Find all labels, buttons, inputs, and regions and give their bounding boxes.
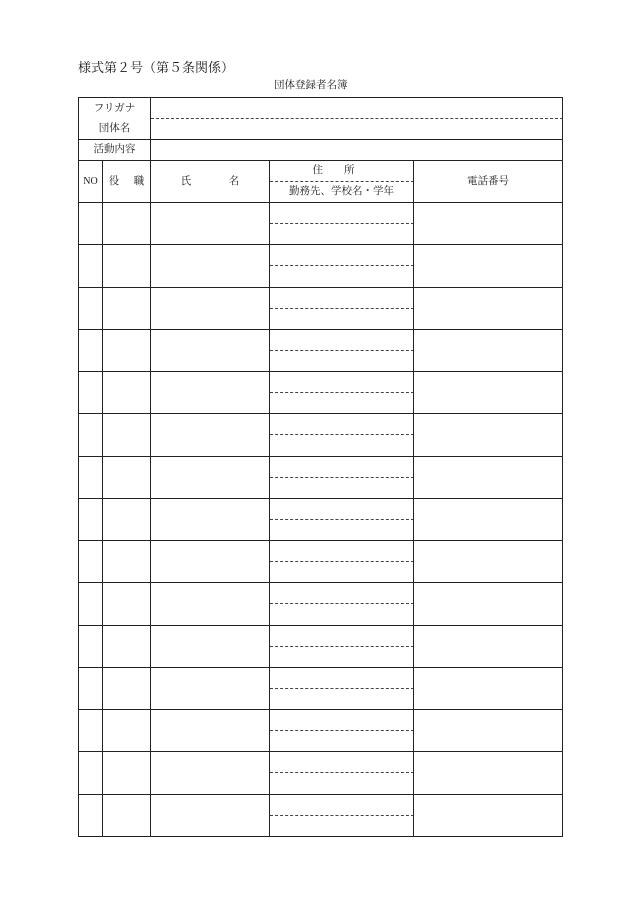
row-phone-cell <box>414 541 563 583</box>
column-header-role: 役 職 <box>103 161 151 203</box>
row-role-cell <box>103 203 151 245</box>
row-address-cell <box>270 795 414 816</box>
row-role-cell <box>103 626 151 668</box>
row-phone-cell <box>414 795 563 837</box>
row-role-cell <box>103 457 151 499</box>
row-workplace-cell <box>270 478 414 499</box>
row-name-cell <box>151 203 270 245</box>
row-name-cell <box>151 668 270 710</box>
row-workplace-cell <box>270 266 414 287</box>
group-name-field <box>151 119 563 140</box>
row-name-cell <box>151 330 270 372</box>
row-address-cell <box>270 583 414 604</box>
row-no-cell <box>79 626 103 668</box>
row-workplace-cell <box>270 604 414 625</box>
column-header-workplace: 勤務先、学校名・学年 <box>270 182 414 203</box>
row-role-cell <box>103 541 151 583</box>
row-no-cell <box>79 372 103 414</box>
activity-field <box>151 140 563 161</box>
row-phone-cell <box>414 414 563 456</box>
column-header-no: NO <box>79 161 103 203</box>
row-role-cell <box>103 583 151 625</box>
row-no-cell <box>79 330 103 372</box>
row-no-cell <box>79 203 103 245</box>
furigana-field <box>151 98 563 119</box>
row-phone-cell <box>414 245 563 287</box>
row-phone-cell <box>414 203 563 245</box>
row-workplace-cell <box>270 731 414 752</box>
row-no-cell <box>79 795 103 837</box>
row-workplace-cell <box>270 520 414 541</box>
row-workplace-cell <box>270 309 414 330</box>
row-name-cell <box>151 541 270 583</box>
row-role-cell <box>103 710 151 752</box>
row-workplace-cell <box>270 816 414 837</box>
row-address-cell <box>270 245 414 266</box>
row-role-cell <box>103 752 151 794</box>
row-phone-cell <box>414 710 563 752</box>
row-role-cell <box>103 499 151 541</box>
row-no-cell <box>79 288 103 330</box>
row-phone-cell <box>414 330 563 372</box>
row-address-cell <box>270 372 414 393</box>
row-workplace-cell <box>270 689 414 710</box>
row-address-cell <box>270 499 414 520</box>
document-title: 団体登録者名簿 <box>274 80 348 91</box>
row-role-cell <box>103 795 151 837</box>
row-name-cell <box>151 457 270 499</box>
row-role-cell <box>103 372 151 414</box>
form-number: 様式第２号（第５条関係） <box>78 60 235 75</box>
row-address-cell <box>270 752 414 773</box>
row-address-cell <box>270 330 414 351</box>
row-address-cell <box>270 203 414 224</box>
column-header-address: 住 所 <box>270 161 414 182</box>
row-no-cell <box>79 499 103 541</box>
row-name-cell <box>151 499 270 541</box>
group-name-label: 団体名 <box>79 119 151 140</box>
row-role-cell <box>103 330 151 372</box>
furigana-label: フリガナ <box>79 98 151 119</box>
row-phone-cell <box>414 288 563 330</box>
row-no-cell <box>79 541 103 583</box>
row-workplace-cell <box>270 773 414 794</box>
row-phone-cell <box>414 457 563 499</box>
row-address-cell <box>270 541 414 562</box>
row-no-cell <box>79 414 103 456</box>
row-role-cell <box>103 288 151 330</box>
column-header-name: 氏 名 <box>151 161 270 203</box>
row-name-cell <box>151 583 270 625</box>
row-phone-cell <box>414 583 563 625</box>
row-address-cell <box>270 414 414 435</box>
row-phone-cell <box>414 668 563 710</box>
row-name-cell <box>151 626 270 668</box>
row-workplace-cell <box>270 351 414 372</box>
row-no-cell <box>79 583 103 625</box>
row-phone-cell <box>414 372 563 414</box>
row-no-cell <box>79 668 103 710</box>
row-name-cell <box>151 372 270 414</box>
row-phone-cell <box>414 752 563 794</box>
row-workplace-cell <box>270 562 414 583</box>
row-name-cell <box>151 414 270 456</box>
activity-label: 活動内容 <box>79 140 151 161</box>
row-no-cell <box>79 710 103 752</box>
row-address-cell <box>270 626 414 647</box>
row-workplace-cell <box>270 647 414 668</box>
row-name-cell <box>151 752 270 794</box>
row-no-cell <box>79 752 103 794</box>
row-workplace-cell <box>270 435 414 456</box>
row-address-cell <box>270 668 414 689</box>
column-header-phone: 電話番号 <box>414 161 563 203</box>
row-phone-cell <box>414 499 563 541</box>
row-name-cell <box>151 245 270 287</box>
row-workplace-cell <box>270 224 414 245</box>
row-no-cell <box>79 457 103 499</box>
row-no-cell <box>79 245 103 287</box>
row-name-cell <box>151 288 270 330</box>
row-role-cell <box>103 668 151 710</box>
row-role-cell <box>103 245 151 287</box>
row-name-cell <box>151 710 270 752</box>
roster-table <box>78 97 563 837</box>
row-address-cell <box>270 288 414 309</box>
row-address-cell <box>270 710 414 731</box>
row-name-cell <box>151 795 270 837</box>
row-phone-cell <box>414 626 563 668</box>
row-workplace-cell <box>270 393 414 414</box>
row-address-cell <box>270 457 414 478</box>
row-role-cell <box>103 414 151 456</box>
